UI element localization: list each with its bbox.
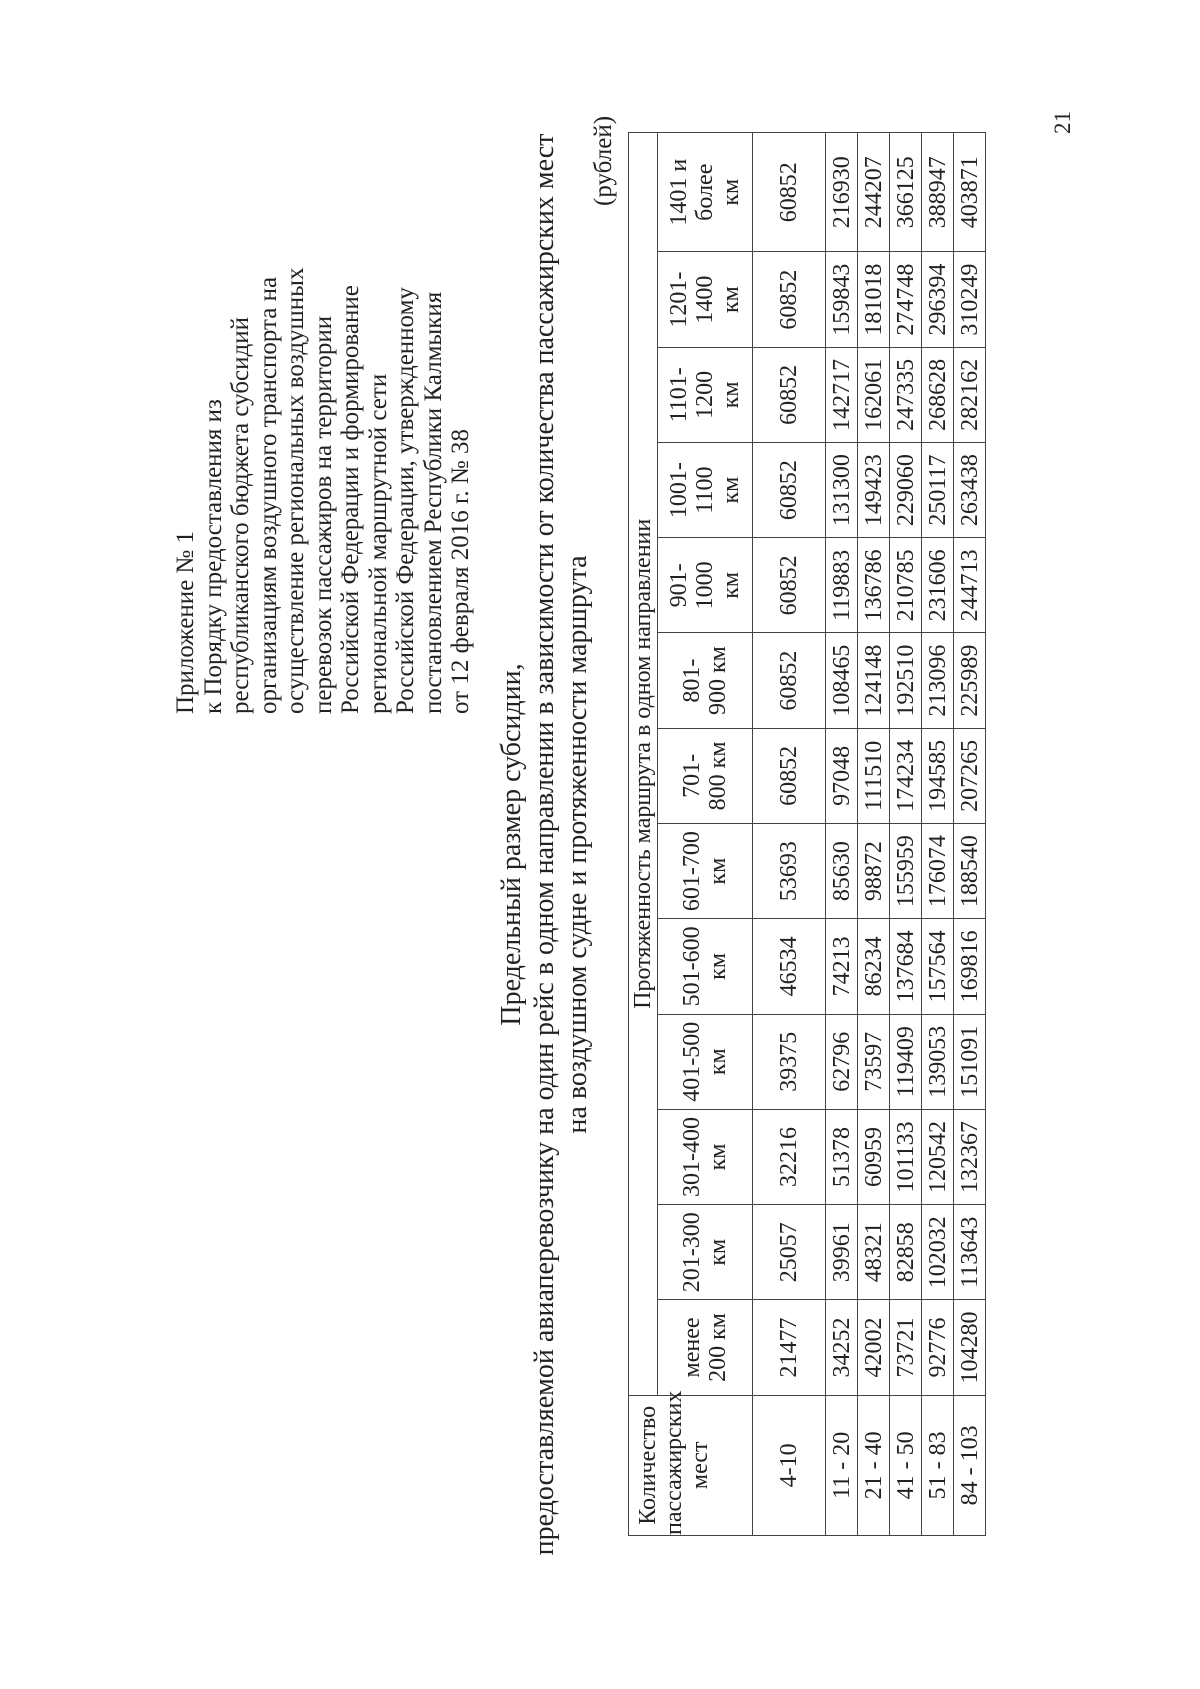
column-header-line: 401-500 xyxy=(679,1021,705,1102)
seats-header-line: мест xyxy=(687,1441,713,1490)
title-line: Предельный размер субсидии, xyxy=(496,663,527,1026)
value-cell: 229060 xyxy=(890,442,922,537)
value-cell: 21477 xyxy=(753,1300,826,1395)
column-header-line: 301-400 xyxy=(679,1116,705,1197)
column-header-line: 801- xyxy=(679,658,705,703)
value-cell: 274748 xyxy=(890,252,922,347)
value-cell: 192510 xyxy=(890,633,922,728)
value-cell: 174234 xyxy=(890,728,922,823)
seats-cell: 21 - 40 xyxy=(858,1395,890,1535)
value-cell: 46534 xyxy=(753,919,826,1014)
value-cell: 39375 xyxy=(753,1014,826,1109)
value-cell: 169816 xyxy=(954,919,986,1014)
value-cell: 139053 xyxy=(922,1014,954,1109)
column-header-line: 1001- xyxy=(666,462,692,519)
column-header-line: 501-600 xyxy=(679,926,705,1007)
column-header-line: 800 км xyxy=(705,741,731,811)
seats-cell: 84 - 103 xyxy=(954,1395,986,1535)
value-cell: 194585 xyxy=(922,728,954,823)
appendix-line: Российской Федерации и формирование xyxy=(337,285,364,714)
value-cell: 142717 xyxy=(826,347,858,442)
column-header-line: 901- xyxy=(666,563,692,608)
column-header-line: км xyxy=(705,1238,731,1266)
value-cell: 108465 xyxy=(826,633,858,728)
seats-header-cell xyxy=(629,1390,753,1535)
value-cell: 137684 xyxy=(890,919,922,1014)
column-header-line: км xyxy=(705,1143,731,1171)
column-header-line: 1101- xyxy=(666,367,692,423)
column-header xyxy=(658,252,753,347)
value-cell: 132367 xyxy=(954,1109,986,1204)
subsidy-table xyxy=(628,132,986,1536)
column-header-line: км xyxy=(718,381,744,409)
value-cell: 131300 xyxy=(826,442,858,537)
value-cell: 250117 xyxy=(922,442,954,537)
title-line: предоставляемой авиаперевозчику на один рейс в одном направлении в зависимости от количества пассажирских мест xyxy=(529,133,560,1556)
column-header-line: км xyxy=(705,857,731,885)
value-cell: 162061 xyxy=(858,347,890,442)
appendix-line: Российской Федерации, утвержденному xyxy=(392,287,419,714)
column-header-line: 1201- xyxy=(666,271,692,328)
appendix-line: осуществление региональных воздушных xyxy=(282,267,309,714)
column-header-line: 1000 xyxy=(692,561,718,610)
seats-cell: 51 - 83 xyxy=(922,1395,954,1535)
column-header xyxy=(658,1205,753,1300)
value-cell: 60852 xyxy=(753,133,826,252)
column-header-line: 200 км xyxy=(705,1313,731,1382)
value-cell: 98872 xyxy=(858,824,890,919)
value-cell: 51378 xyxy=(826,1109,858,1204)
value-cell: 120542 xyxy=(922,1109,954,1204)
value-cell: 34252 xyxy=(826,1300,858,1395)
value-cell: 104280 xyxy=(954,1300,986,1395)
seats-cell: 4-10 xyxy=(753,1395,826,1535)
page-number: 21 xyxy=(1050,111,1075,134)
column-header-line: более xyxy=(692,163,718,221)
column-header xyxy=(658,133,753,252)
column-header-line: км xyxy=(718,286,744,313)
column-header-line: 1100 xyxy=(692,466,718,514)
value-cell: 97048 xyxy=(826,728,858,823)
value-cell: 48321 xyxy=(858,1205,890,1300)
column-header-line: 201-300 xyxy=(679,1212,705,1293)
value-cell: 124148 xyxy=(858,633,890,728)
column-header-line: 1401 и xyxy=(666,158,692,226)
table-row xyxy=(858,133,890,1536)
value-cell: 181018 xyxy=(858,252,890,347)
table-row xyxy=(890,133,922,1536)
value-cell: 85630 xyxy=(826,824,858,919)
value-cell: 60959 xyxy=(858,1109,890,1204)
value-cell: 101133 xyxy=(890,1109,922,1204)
value-cell: 53693 xyxy=(753,824,826,919)
value-cell: 213096 xyxy=(922,633,954,728)
table-row xyxy=(826,133,858,1536)
value-cell: 73597 xyxy=(858,1014,890,1109)
column-header xyxy=(658,824,753,919)
column-header-line: км xyxy=(705,1048,731,1076)
column-header xyxy=(658,442,753,537)
seats-header-line: пассажирских xyxy=(661,1390,687,1535)
value-cell: 92776 xyxy=(922,1300,954,1395)
column-header xyxy=(658,538,753,633)
value-cell: 73721 xyxy=(890,1300,922,1395)
seats-cell: 11 - 20 xyxy=(826,1395,858,1535)
value-cell: 25057 xyxy=(753,1205,826,1300)
value-cell: 225989 xyxy=(954,633,986,728)
column-header-line: 601-700 xyxy=(679,831,705,912)
column-header-line: км xyxy=(718,476,744,504)
value-cell: 282162 xyxy=(954,347,986,442)
column-header-line: 900 км xyxy=(705,646,731,716)
appendix-line: от 12 февраля 2016 г. № 38 xyxy=(447,428,474,714)
value-cell: 268628 xyxy=(922,347,954,442)
column-header-line: км xyxy=(718,178,744,206)
value-cell: 159843 xyxy=(826,252,858,347)
column-header xyxy=(658,1300,753,1395)
value-cell: 82858 xyxy=(890,1205,922,1300)
value-cell: 42002 xyxy=(858,1300,890,1395)
column-header-line: 701- xyxy=(679,753,705,798)
value-cell: 39961 xyxy=(826,1205,858,1300)
seats-header-line: Количество xyxy=(635,1405,661,1525)
value-cell: 60852 xyxy=(753,347,826,442)
value-cell: 62796 xyxy=(826,1014,858,1109)
value-cell: 60852 xyxy=(753,442,826,537)
column-header-line: 1400 xyxy=(692,275,718,324)
column-header xyxy=(658,919,753,1014)
value-cell: 244207 xyxy=(858,133,890,252)
column-header xyxy=(658,1109,753,1204)
column-header xyxy=(658,347,753,442)
value-cell: 60852 xyxy=(753,538,826,633)
column-header xyxy=(658,728,753,823)
route-length-group-header: Протяженность маршрута в одном направлении xyxy=(629,133,658,1396)
value-cell: 247335 xyxy=(890,347,922,442)
value-cell: 86234 xyxy=(858,919,890,1014)
appendix-line: организациям воздушного транспорта на xyxy=(254,276,282,714)
table-row xyxy=(954,133,986,1536)
value-cell: 151091 xyxy=(954,1014,986,1109)
value-cell: 263438 xyxy=(954,442,986,537)
value-cell: 244713 xyxy=(954,538,986,633)
column-header-line: км xyxy=(718,571,744,599)
value-cell: 157564 xyxy=(922,919,954,1014)
column-header-line: 1200 xyxy=(692,370,718,419)
value-cell: 310249 xyxy=(954,252,986,347)
value-cell: 231606 xyxy=(922,538,954,633)
appendix-line: Приложение № 1 xyxy=(172,530,199,714)
column-header xyxy=(658,633,753,728)
appendix-line: к Порядку предоставления из xyxy=(199,399,227,714)
value-cell: 60852 xyxy=(753,633,826,728)
value-cell: 102032 xyxy=(922,1205,954,1300)
value-cell: 136786 xyxy=(858,538,890,633)
value-cell: 155959 xyxy=(890,824,922,919)
value-cell: 119409 xyxy=(890,1014,922,1109)
value-cell: 296394 xyxy=(922,252,954,347)
title-line: на воздушном судне и протяженности маршрута xyxy=(562,555,593,1134)
column-header-line: менее xyxy=(679,1317,705,1378)
value-cell: 60852 xyxy=(753,252,826,347)
value-cell: 119883 xyxy=(826,538,858,633)
appendix-line: региональной маршрутной сети xyxy=(364,373,392,714)
value-cell: 210785 xyxy=(890,538,922,633)
appendix-line: перевозок пассажиров на территории xyxy=(309,315,337,714)
value-cell: 176074 xyxy=(922,824,954,919)
unit-label: (рублей) xyxy=(590,115,617,206)
table-row xyxy=(753,133,826,1536)
seats-cell: 41 - 50 xyxy=(890,1395,922,1535)
value-cell: 403871 xyxy=(954,133,986,252)
value-cell: 188540 xyxy=(954,824,986,919)
value-cell: 216930 xyxy=(826,133,858,252)
appendix-line: республиканского бюджета субсидий xyxy=(227,317,254,714)
value-cell: 32216 xyxy=(753,1109,826,1204)
value-cell: 74213 xyxy=(826,919,858,1014)
document-title xyxy=(495,0,594,1689)
value-cell: 60852 xyxy=(753,728,826,823)
value-cell: 366125 xyxy=(890,133,922,252)
column-header-line: км xyxy=(705,952,731,980)
value-cell: 207265 xyxy=(954,728,986,823)
appendix-note xyxy=(172,194,475,714)
value-cell: 111510 xyxy=(858,728,890,823)
value-cell: 388947 xyxy=(922,133,954,252)
column-header xyxy=(658,1014,753,1109)
value-cell: 113643 xyxy=(954,1205,986,1300)
appendix-line: постановлением Республики Калмыкия xyxy=(419,291,447,714)
table-row xyxy=(922,133,954,1536)
value-cell: 149423 xyxy=(858,442,890,537)
